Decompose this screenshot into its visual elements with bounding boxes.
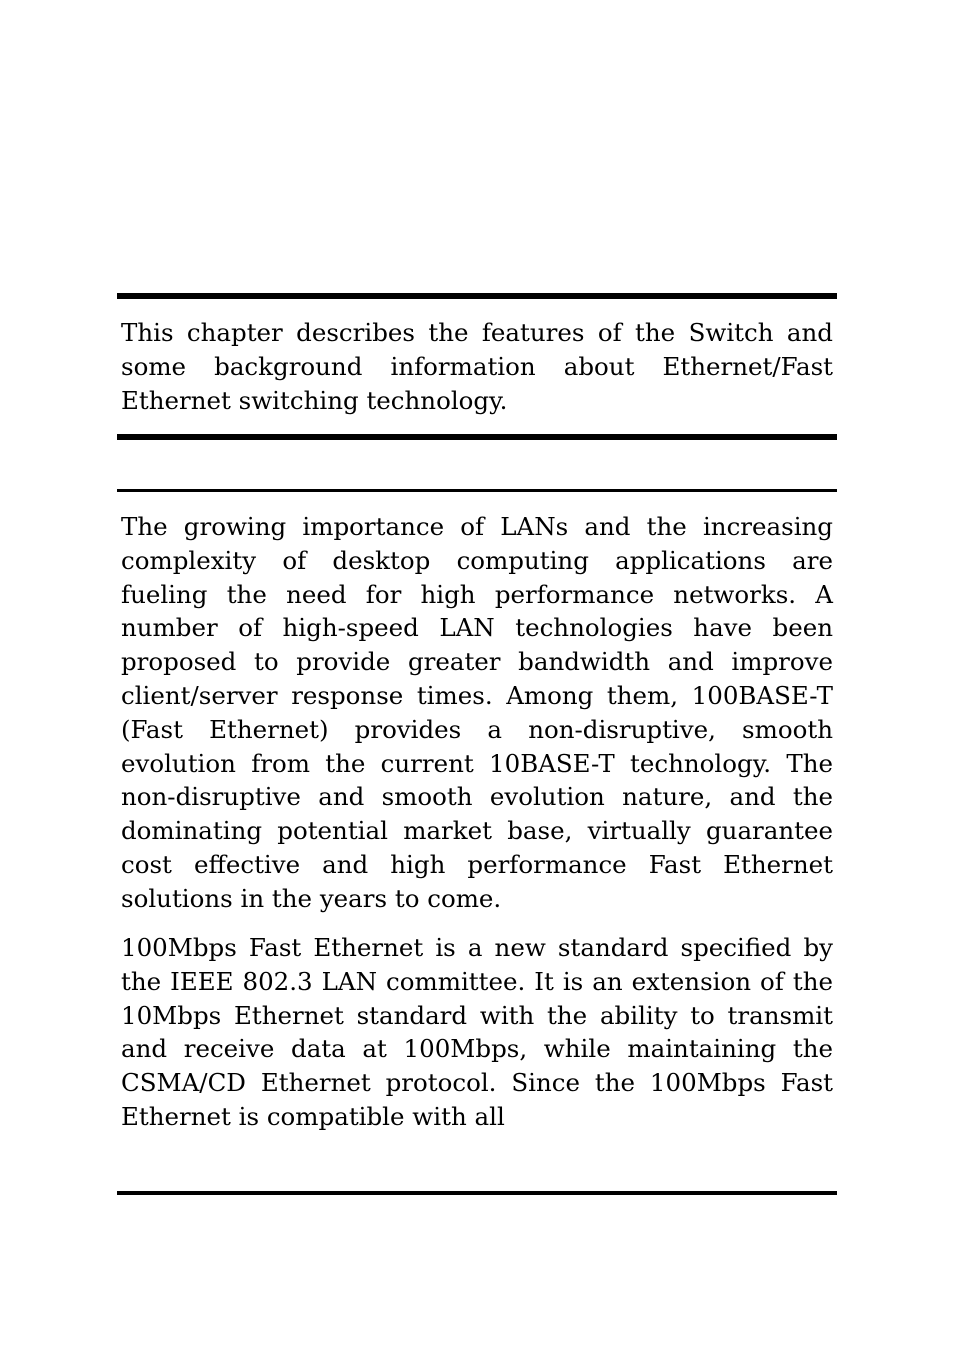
body-paragraph: The growing importance of LANs and the increasing complexity of desktop computing applications are fueling the need for high performance networks. A number of high-speed LAN technologies have been proposed to provide greater bandwidth and improve client/server response times. Among them, 100BASE-T (Fast Ethernet) provides a non-disruptive, smooth evolution from the current 10BASE-T technology. The non-disruptive and smooth evolution nature, and the dominating potential market base, virtually guarantee cost effective and high performance Fast Ethernet solutions in the years to come. [121, 512, 833, 913]
page-footer-rule [117, 1191, 837, 1195]
section-heading-rule [117, 489, 837, 492]
intro-bottom-rule [117, 434, 837, 440]
chapter-intro-text: This chapter describes the features of the Switch and some background information about Ethernet/Fast Ethernet switching technology. [121, 318, 833, 415]
body-paragraph: 100Mbps Fast Ethernet is a new standard specified by the IEEE 802.3 LAN committee. It is an extension of the 10Mbps Ethernet standard with the ability to transmit and receive data at 100Mbps, while maintaining the CSMA/CD Ethernet protocol. Since the 100Mbps Fast Ethernet is compatible with all [121, 933, 833, 1131]
intro-top-rule [117, 293, 837, 299]
